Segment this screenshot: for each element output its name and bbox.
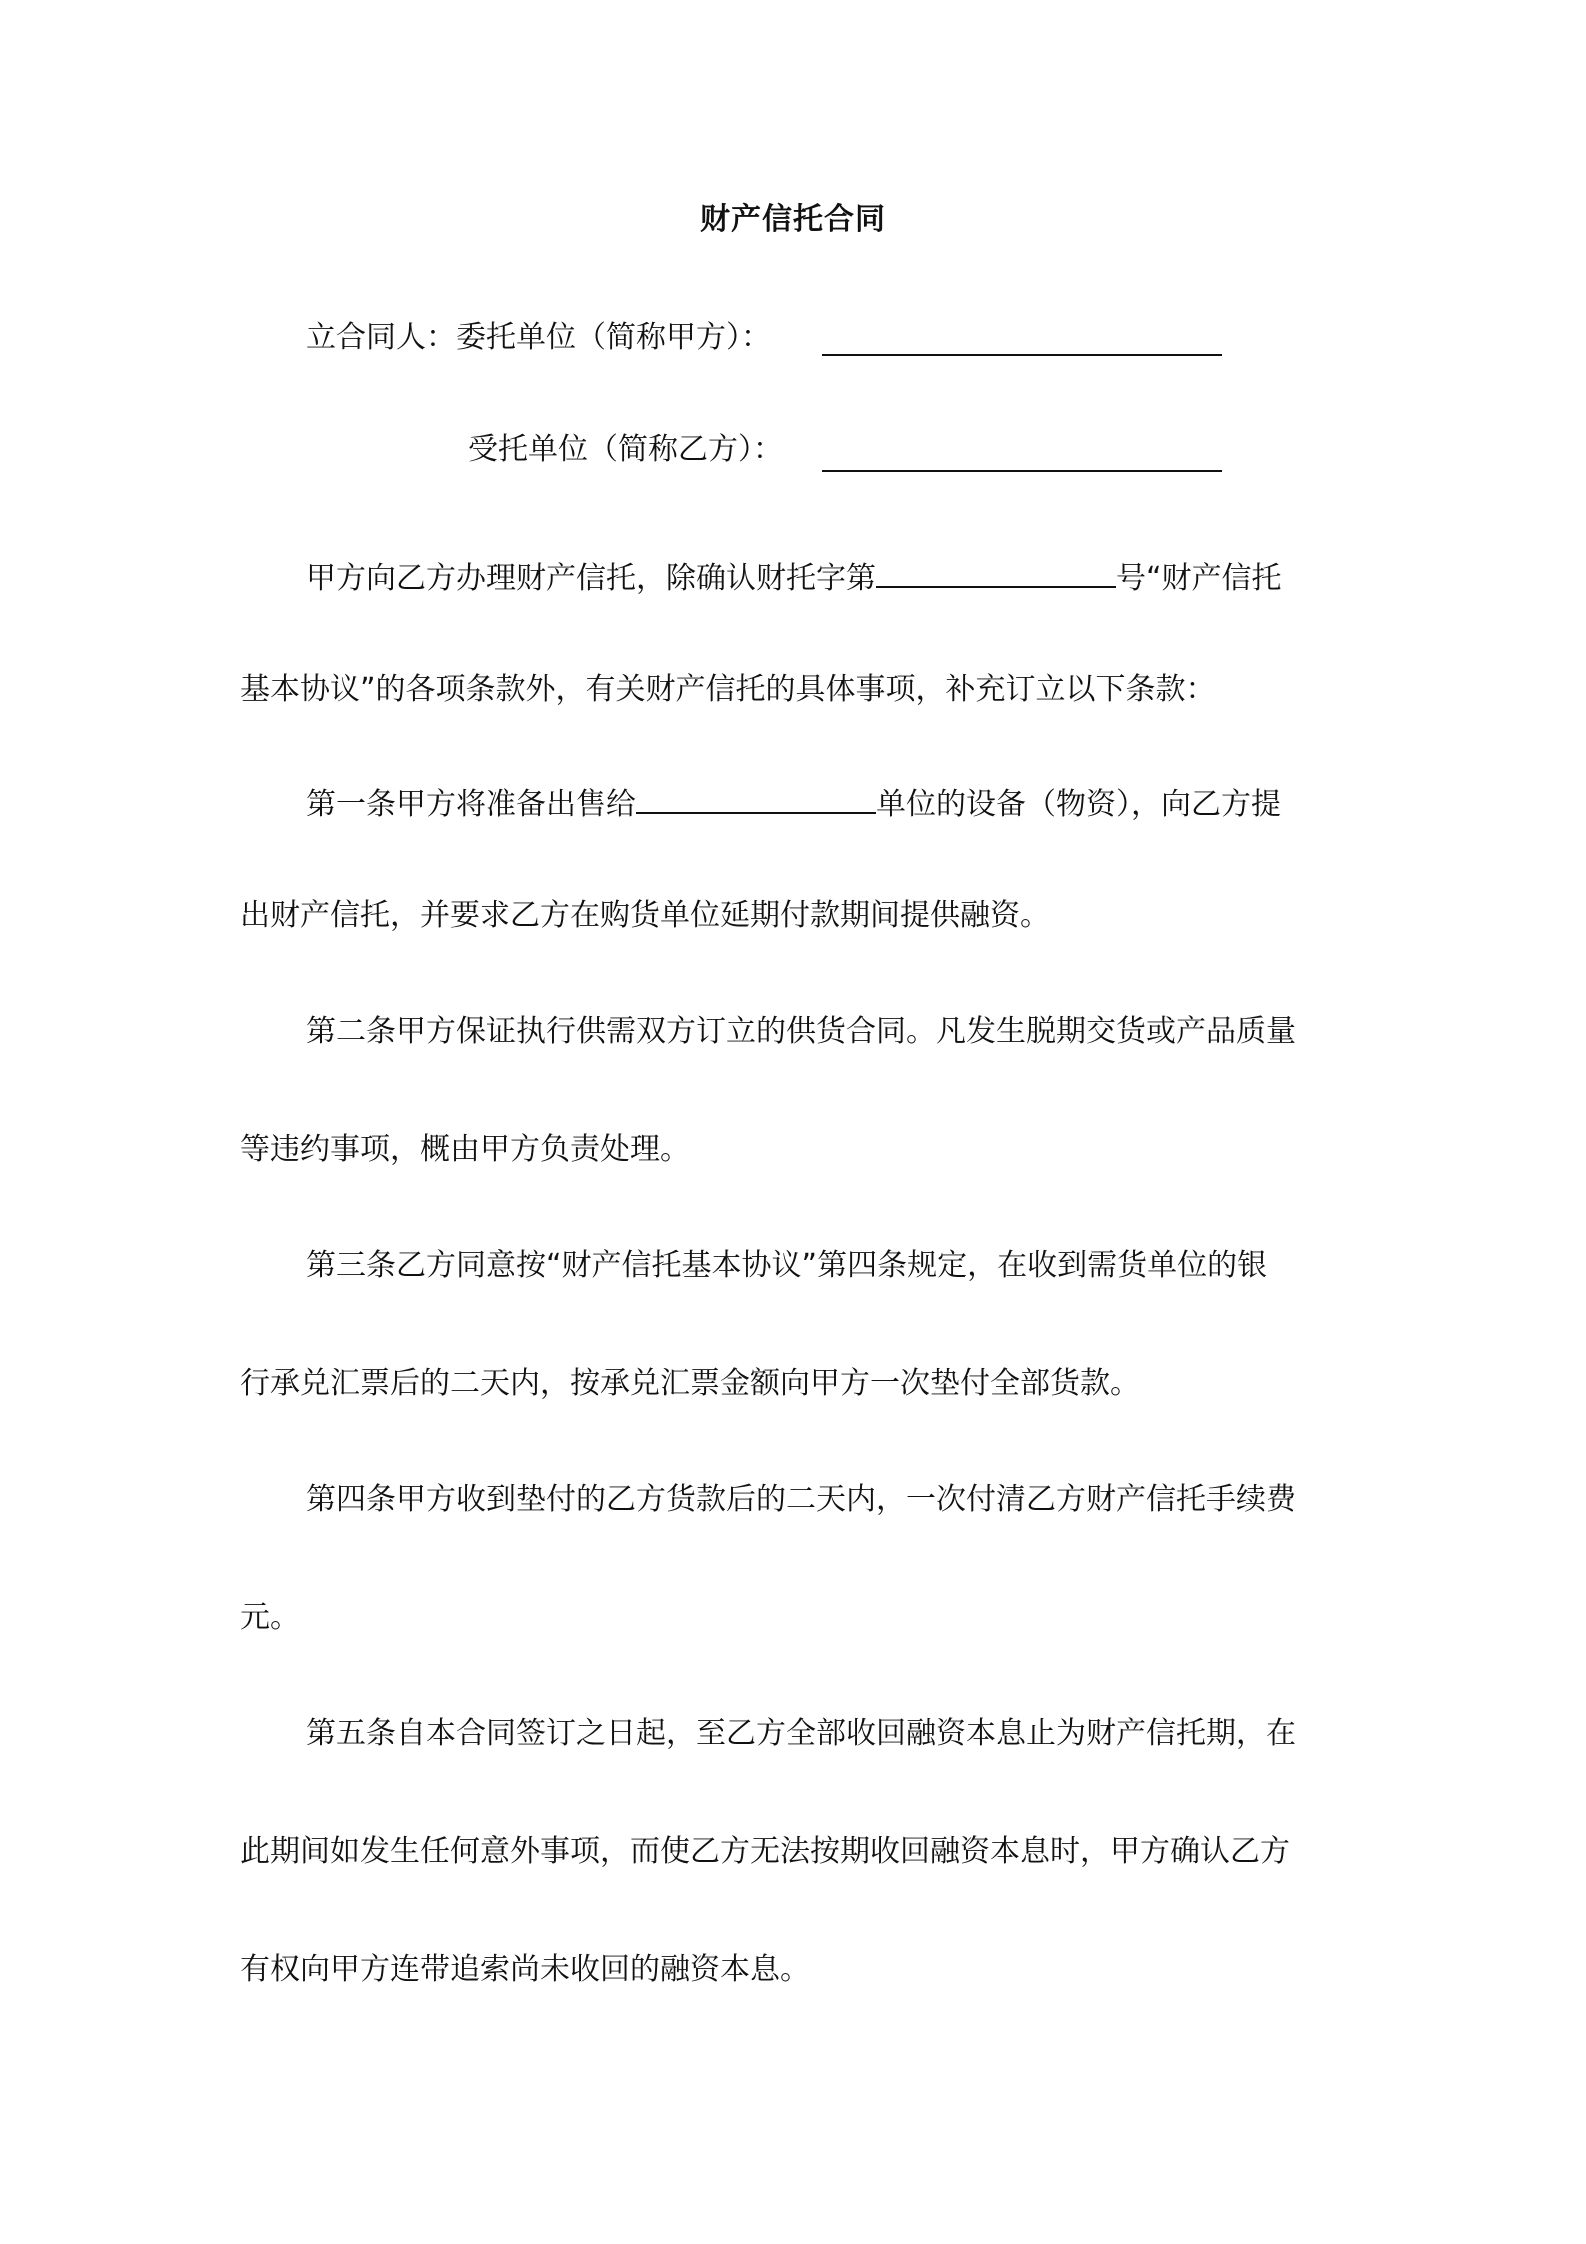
article1-line-2: 出财产信托，并要求乙方在购货单位延期付款期间提供融资。	[240, 898, 1050, 933]
article5-line-1: 第五条自本合同签订之日起，至乙方全部收回融资本息止为财产信托期，在	[306, 1716, 1296, 1751]
article4-line-2: 元。	[240, 1600, 300, 1635]
article1-line-1	[306, 776, 1281, 827]
trust-number-blank[interactable]	[876, 550, 1116, 588]
article5-line-2: 此期间如发生任何意外事项，而使乙方无法按期收回融资本息时，甲方确认乙方	[240, 1834, 1290, 1869]
intro-text-1: 甲方向乙方办理财产信托，除确认财托字第	[306, 561, 876, 596]
article2-line-1: 第二条甲方保证执行供需双方订立的供货合同。凡发生脱期交货或产品质量	[306, 1014, 1296, 1049]
party-a-blank[interactable]	[822, 318, 1222, 356]
article2-line-2: 等违约事项，概由甲方负责处理。	[240, 1132, 690, 1167]
article5-line-3: 有权向甲方连带追索尚未收回的融资本息。	[240, 1952, 810, 1987]
party-a-line	[306, 316, 771, 360]
party-b-line	[468, 428, 783, 472]
article4-line-1: 第四条甲方收到垫付的乙方货款后的二天内，一次付清乙方财产信托手续费	[306, 1482, 1296, 1517]
party-a-label: 立合同人：委托单位（简称甲方）：	[306, 320, 771, 355]
intro-line-2: 基本协议”的各项条款外，有关财产信托的具体事项，补充订立以下条款：	[240, 672, 1216, 707]
article1-text-2: 单位的设备（物资），向乙方提	[876, 787, 1281, 822]
article3-line-1: 第三条乙方同意按“财产信托基本协议”第四条规定，在收到需货单位的银	[306, 1248, 1268, 1283]
intro-line-1	[306, 550, 1282, 601]
page-title: 财产信托合同	[700, 202, 886, 237]
article1-text-1: 第一条甲方将准备出售给	[306, 787, 636, 822]
intro-text-2: 号“财产信托	[1116, 561, 1282, 596]
party-b-blank[interactable]	[822, 434, 1222, 472]
buyer-unit-blank[interactable]	[636, 776, 876, 814]
article3-line-2: 行承兑汇票后的二天内，按承兑汇票金额向甲方一次垫付全部货款。	[240, 1366, 1140, 1401]
party-b-label: 受托单位（简称乙方）：	[468, 432, 783, 467]
